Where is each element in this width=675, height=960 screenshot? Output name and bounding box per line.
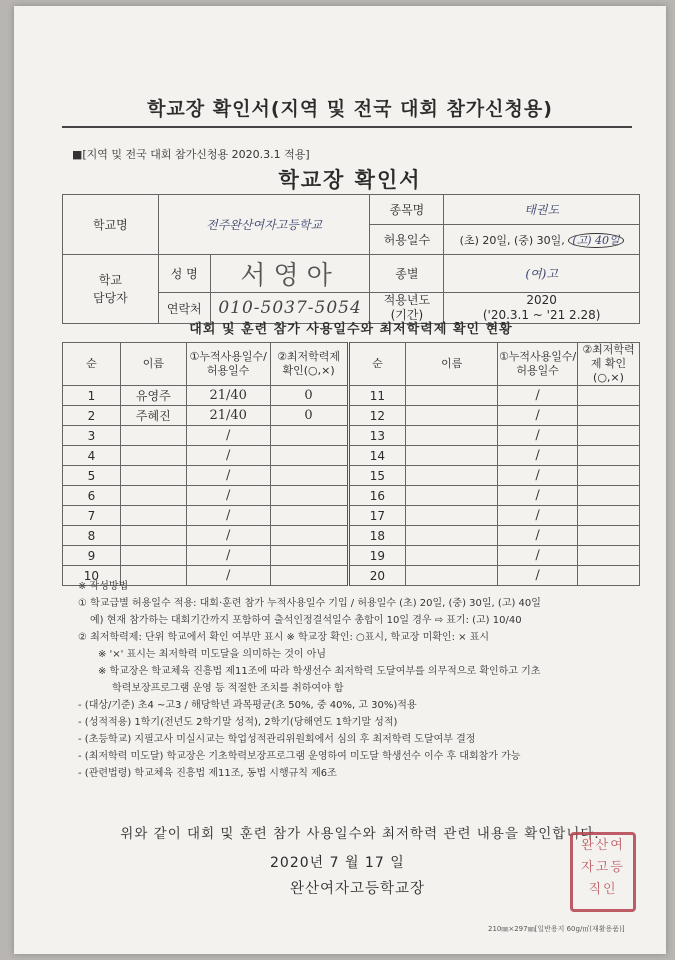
instruction-line: 학력보장프로그램 운영 등 적절한 조치를 취하여야 함 [112,683,344,694]
row-days: / [186,466,270,486]
row-no: 2 [63,406,121,426]
table-row [63,526,640,546]
allowed-days-value [444,225,640,255]
contact-value: 010-5037-5054 [210,293,370,324]
row-days-right: / [498,566,578,586]
year-label: 적용년도 (기간) [370,293,444,324]
status-table [62,342,640,586]
row-name-right [406,426,498,446]
row-name-right [406,506,498,526]
school-label: 학교명 [63,195,159,255]
header-days: ①누적사용일수/허용일수 [186,343,270,386]
allowed-days-circled: (고) 40일 [568,233,623,248]
header-check-right: ②최저학력제 확인(○,×) [578,343,640,386]
period-value: ('20.3.1 ~ '21 2.28) [482,308,601,322]
closing-statement: 위와 같이 대회 및 훈련 참가 사용일수와 최저학력 관련 내용을 확인합니다. [120,826,600,842]
principal-signature-line: 완산여자고등학교장 [290,881,426,897]
row-no-right: 13 [348,426,406,446]
table-header-row [63,343,640,386]
row-check-right [578,446,640,466]
row-days-right: / [498,486,578,506]
year-value: 2020 [526,293,557,307]
row-days-right: / [498,546,578,566]
row-check [270,546,348,566]
instruction-line: - (대상/기준) 초4 ~고3 / 해당학년 과목평균(초 50%, 중 40%, 고 30%)적용 [78,700,417,711]
table-row [63,546,640,566]
row-days-right: / [498,466,578,486]
header-no-right: 순 [348,343,406,386]
row-days: 21/40 [186,386,270,406]
instruction-line: - (관련법령) 학교체육 진흥법 제11조, 동법 시행규칙 제6조 [78,768,337,779]
row-no-right: 17 [348,506,406,526]
row-days: / [186,546,270,566]
row-no: 10 [63,566,121,586]
row-days: / [186,426,270,446]
row-no-right: 12 [348,406,406,426]
row-check: 0 [270,386,348,406]
row-days-right: / [498,426,578,446]
table-row [63,406,640,426]
header-check: ②최저학력제 확인(○,×) [270,343,348,386]
paper-spec: 210㎜×297㎜[일반용지 60g/㎡(재활용품)] [488,925,625,933]
row-check-right [578,506,640,526]
instruction-line: ① 학교급별 허용일수 적용: 대회·훈련 참가 누적사용일수 기입 / 허용일수 (초) 20일, (중) 30일, (고) 40일 [78,598,541,609]
instruction-line: ※ 학교장은 학교체육 진흥법 제11조에 따라 학생선수 최저학력 도달여부를 의무적으로 확인하고 기초 [98,666,541,677]
row-no-right: 14 [348,446,406,466]
contact-label: 연락처 [158,293,210,324]
row-name [120,486,186,506]
row-check-right [578,526,640,546]
school-value: 전주완산여자고등학교 [158,195,370,255]
row-days: / [186,486,270,506]
header-name-right: 이름 [406,343,498,386]
row-check-right [578,426,640,446]
row-name [120,526,186,546]
row-name [120,446,186,466]
row-no-right: 11 [348,386,406,406]
gender-label: 종별 [370,255,444,293]
row-check-right [578,466,640,486]
row-no: 5 [63,466,121,486]
row-no-right: 19 [348,546,406,566]
row-no: 4 [63,446,121,466]
table-row [63,486,640,506]
instruction-line: 예) 현재 참가하는 대회기간까지 포함하여 출석인정결석일수 총합이 10일 경우 ⇨ 표기: (고) 10/40 [90,615,522,626]
row-name: 유영주 [120,386,186,406]
row-name [120,506,186,526]
signing-date: 2020년 7 월 17 일 [270,855,405,871]
row-name [120,426,186,446]
row-check-right [578,486,640,506]
row-days-right: / [498,506,578,526]
row-check-right [578,386,640,406]
row-no: 9 [63,546,121,566]
row-days: / [186,506,270,526]
manager-signature-name: 서영아 [210,255,370,293]
row-name-right [406,526,498,546]
row-days: / [186,566,270,586]
application-note: ■[지역 및 전국 대회 참가신청용 2020.3.1 적용] [72,148,310,161]
allowed-days-text: (초) 20일, (중) 30일, [459,233,569,247]
row-check [270,426,348,446]
row-days: / [186,526,270,546]
row-no-right: 20 [348,566,406,586]
row-name-right [406,446,498,466]
name-label: 성 명 [158,255,210,293]
row-name-right [406,386,498,406]
row-days-right: / [498,386,578,406]
row-no: 1 [63,386,121,406]
row-no: 6 [63,486,121,506]
event-value: 태권도 [444,195,640,225]
row-no-right: 18 [348,526,406,546]
row-check [270,446,348,466]
row-name: 주혜진 [120,406,186,426]
header-no: 순 [63,343,121,386]
row-name-right [406,466,498,486]
section-title: 대회 및 훈련 참가 사용일수와 최저학력제 확인 현황 [189,322,513,337]
instruction-line: - (최저학력 미도달) 학교장은 기초학력보장프로그램 운영하여 미도달 학생선수 이수 후 대회참가 가능 [78,751,521,762]
header-name: 이름 [120,343,186,386]
table-row [63,446,640,466]
row-name [120,466,186,486]
header-days-right: ①누적사용일수/허용일수 [498,343,578,386]
instruction-line: ② 최저학력제: 단위 학교에서 확인 여부만 표시 ※ 학교장 확인: ○표시, 학교장 미확인: × 표시 [78,632,490,643]
table-row [63,426,640,446]
row-days-right: / [498,406,578,426]
gender-value: (여)고 [444,255,640,293]
allowed-days-label: 허용일수 [370,225,444,255]
row-no-right: 15 [348,466,406,486]
row-days: / [186,446,270,466]
row-check-right [578,406,640,426]
row-name-right [406,406,498,426]
writing-instructions [78,578,638,782]
table-row [63,466,640,486]
instruction-line: - (성적적용) 1학기(전년도 2학기말 성적), 2학기(당해연도 1학기말 성적) [78,717,398,728]
manager-label: 학교 담당자 [63,255,159,324]
row-name-right [406,546,498,566]
instruction-line: - (초등학교) 지필고사 미실시교는 학업성적관리위원회에서 심의 후 최저학력 도달여부 결정 [78,734,476,745]
row-check [270,526,348,546]
row-check [270,466,348,486]
table-row [63,506,640,526]
row-no: 7 [63,506,121,526]
row-no: 3 [63,426,121,446]
instruction-line: ※ 작성방법 [78,581,129,592]
row-check [270,486,348,506]
title-divider [62,126,632,128]
row-days: 21/40 [186,406,270,426]
row-check: 0 [270,406,348,426]
event-label: 종목명 [370,195,444,225]
row-name [120,546,186,566]
row-days-right: / [498,446,578,466]
row-check [270,506,348,526]
row-no: 8 [63,526,121,546]
row-name-right [406,486,498,506]
school-seal-stamp: 완산여 자고등 직인 [570,832,636,912]
row-no-right: 16 [348,486,406,506]
row-days-right: / [498,526,578,546]
document-main-title: 학교장 확인서(지역 및 전국 대회 참가신청용) [147,98,553,120]
info-table [62,194,640,324]
table-row [63,386,640,406]
row-check-right [578,546,640,566]
form-title: 학교장 확인서 [278,168,422,192]
instruction-line: ※ '×' 표시는 최저학력 미도달을 의미하는 것이 아님 [98,649,327,660]
